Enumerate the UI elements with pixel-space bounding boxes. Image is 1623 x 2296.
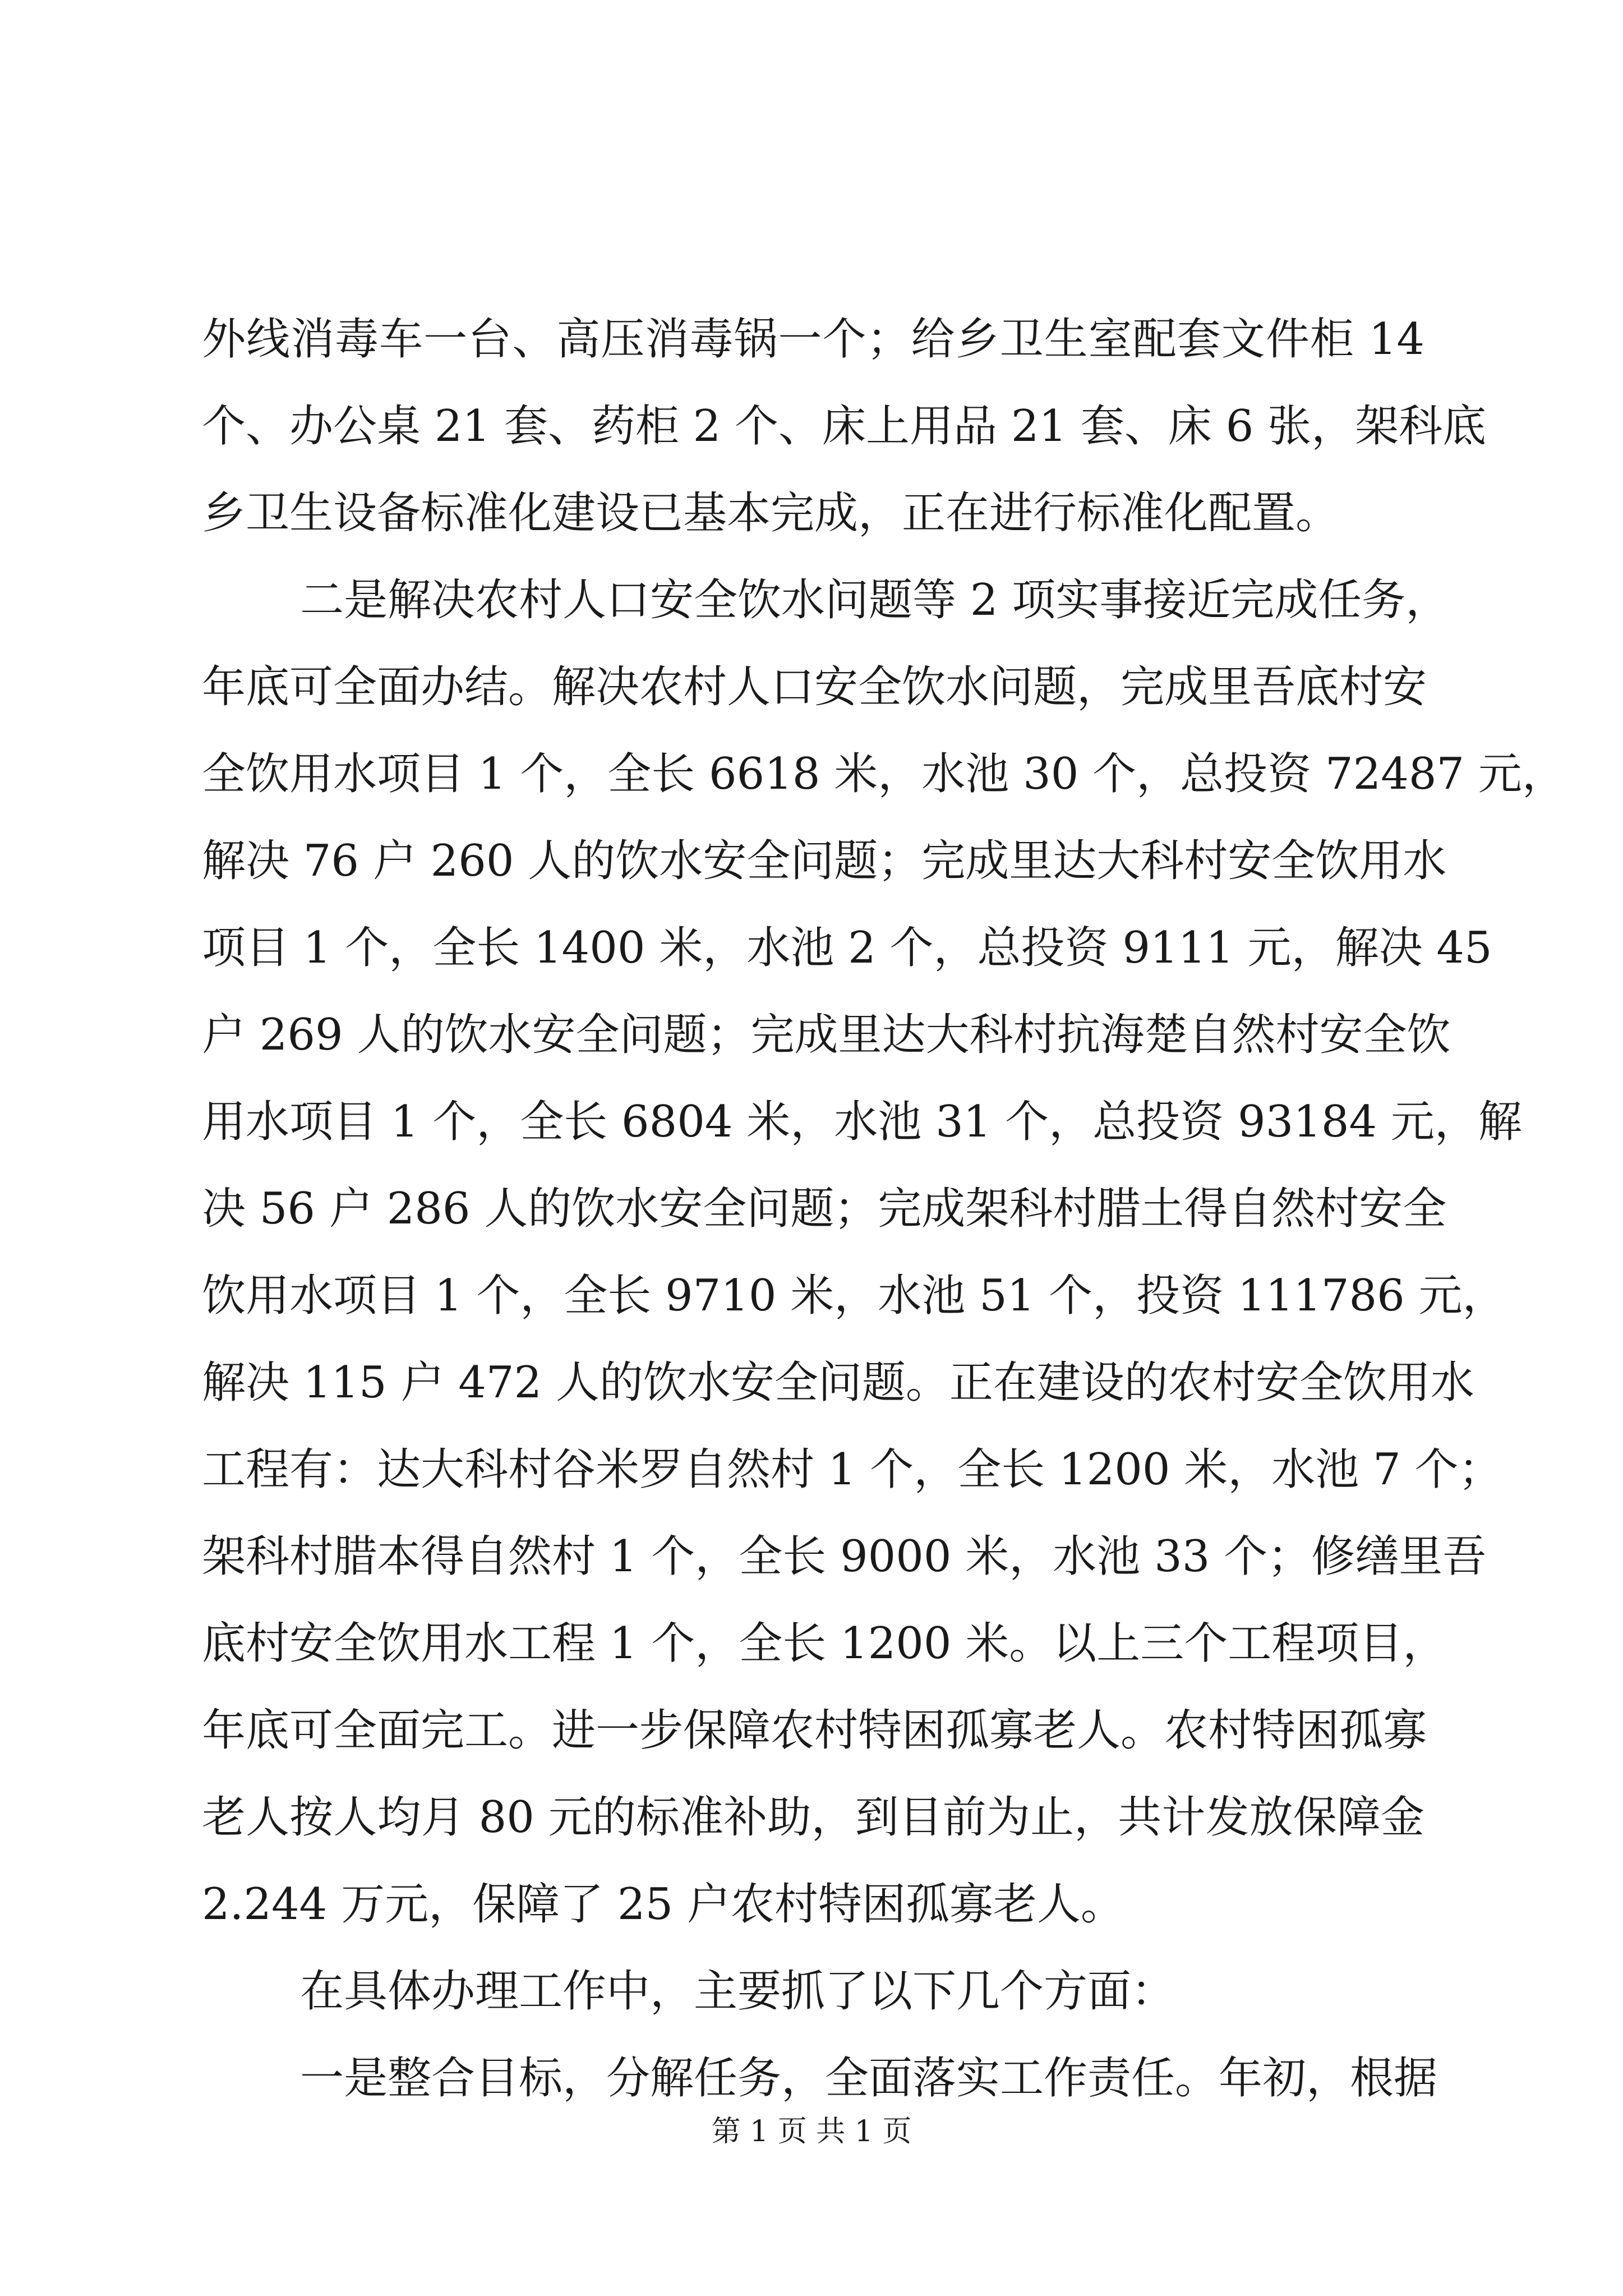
text-line: 解决 76 户 260 人的饮水安全问题；完成里达大科村安全饮用水	[202, 836, 1447, 886]
text-line: 老人按人均月 80 元的标准补助，到目前为止，共计发放保障金	[202, 1792, 1424, 1843]
text-line: 决 56 户 286 人的饮水安全问题；完成架科村腊土得自然村安全	[202, 1184, 1447, 1234]
text-line: 架科村腊本得自然村 1 个，全长 9000 米，水池 33 个；修缮里吾	[202, 1531, 1487, 1582]
paragraph-start-line: 在具体办理工作中，主要抓了以下几个方面：	[300, 1966, 1175, 2017]
text-line: 年底可全面办结。解决农村人口安全饮水问题，完成里吾底村安	[202, 662, 1427, 712]
text-line: 2.244 万元，保障了 25 户农村特困孤寡老人。	[202, 1879, 1124, 1930]
paragraph-start-line: 一是整合目标，分解任务，全面落实工作责任。年初，根据	[300, 2053, 1438, 2104]
paragraph-start-line: 二是解决农村人口安全饮水问题等 2 项实事接近完成任务，	[300, 575, 1450, 625]
text-line: 乡卫生设备标准化建设已基本完成，正在进行标准化配置。	[202, 488, 1340, 539]
text-line: 户 269 人的饮水安全问题；完成里达大科村抗海楚自然村安全饮	[202, 1010, 1451, 1060]
text-line: 饮用水项目 1 个，全长 9710 米，水池 51 个，投资 111786 元，	[202, 1271, 1506, 1321]
page-footer: 第 1 页 共 1 页	[711, 2115, 912, 2148]
text-line: 解决 115 户 472 人的饮水安全问题。正在建设的农村安全饮用水	[202, 1358, 1474, 1408]
text-line: 年底可全面完工。进一步保障农村特困孤寡老人。农村特困孤寡	[202, 1705, 1427, 1756]
text-line: 个、办公桌 21 套、药柜 2 个、床上用品 21 套、床 6 张，架科底	[202, 401, 1487, 452]
text-line: 全饮用水项目 1 个，全长 6618 米，水池 30 个，总投资 72487 元，	[202, 749, 1566, 799]
text-line: 底村安全饮用水工程 1 个，全长 1200 米。以上三个工程项目，	[202, 1618, 1447, 1669]
text-line: 用水项目 1 个，全长 6804 米，水池 31 个，总投资 93184 元，解	[202, 1097, 1522, 1147]
text-line: 外线消毒车一台、高压消毒锅一个；给乡卫生室配套文件柜 14	[202, 314, 1424, 365]
text-line: 工程有：达大科村谷米罗自然村 1 个，全长 1200 米，水池 7 个；	[202, 1444, 1502, 1495]
text-line: 项目 1 个，全长 1400 米，水池 2 个，总投资 9111 元，解决 45	[202, 923, 1492, 973]
